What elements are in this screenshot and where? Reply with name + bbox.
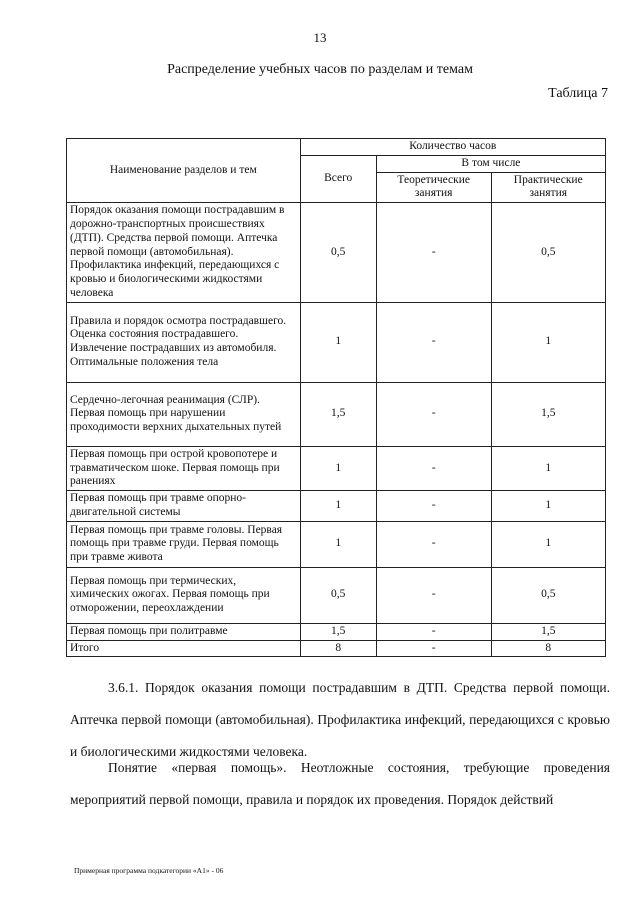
hours-table [66, 138, 606, 657]
table-label: Таблица 7 [548, 86, 608, 101]
table-row [67, 491, 606, 522]
table-body [67, 203, 606, 657]
table-row [67, 382, 606, 446]
row-practice: 0,5 [491, 203, 605, 303]
row-practice: 1,5 [491, 623, 605, 640]
page-number: 13 [313, 30, 327, 45]
table-header [67, 139, 606, 203]
table-row [67, 446, 606, 490]
body-paragraph [70, 752, 610, 816]
row-name: Первая помощь при термических, химических ожогах. Первая помощь при отморожении, переохлаждении [67, 567, 301, 623]
row-name: Правила и порядок осмотра пострадавшего. Оценка состояния пострадавшего. Извлечение пострадавших из автомобиля. Оптимальные положения тела [67, 302, 301, 382]
row-total: 0,5 [300, 203, 376, 303]
table-row [67, 567, 606, 623]
row-name: Сердечно-легочная реанимация (СЛР). Первая помощь при нарушении проходимости верхних дыхательных путей [67, 382, 301, 446]
row-name: Первая помощь при политравме [67, 623, 301, 640]
row-theory: - [376, 640, 491, 657]
row-total: 8 [300, 640, 376, 657]
row-total: 1 [300, 491, 376, 522]
header-practice: Практические занятия [491, 172, 605, 203]
row-name: Первая помощь при травме опорно-двигательной системы [67, 491, 301, 522]
section-paragraph-text: 3.6.1. Порядок оказания помощи пострадавшим в ДТП. Средства первой помощи. Аптечка первой помощи (автомобильная). Профилактика инфекций, передающихся с кровью и биологическими жидкостями человека. [70, 680, 610, 759]
row-name: Первая помощь при острой кровопотере и травматическом шоке. Первая помощь при ранениях [67, 446, 301, 490]
header-hours-count: Количество часов [300, 139, 605, 156]
row-theory: - [376, 491, 491, 522]
row-practice: 0,5 [491, 567, 605, 623]
row-practice: 1 [491, 302, 605, 382]
row-theory: - [376, 302, 491, 382]
table-row [67, 302, 606, 382]
row-theory: - [376, 203, 491, 303]
row-theory: - [376, 382, 491, 446]
table-row [67, 623, 606, 640]
table-row [67, 521, 606, 567]
row-theory: - [376, 567, 491, 623]
row-theory: - [376, 623, 491, 640]
row-total: 1 [300, 521, 376, 567]
row-name: Итого [67, 640, 301, 657]
header-including: В том числе [376, 155, 605, 172]
page-footer: Примерная программа подкатегории «А1» - 06 [74, 866, 224, 875]
row-theory: - [376, 521, 491, 567]
row-total: 0,5 [300, 567, 376, 623]
row-total: 1 [300, 446, 376, 490]
page-title: Распределение учебных часов по разделам и темам [167, 62, 473, 77]
row-practice: 1 [491, 491, 605, 522]
row-total: 1,5 [300, 382, 376, 446]
body-paragraph-text: Понятие «первая помощь». Неотложные состояния, требующие проведения мероприятий первой помощи, правила и порядок их проведения. Порядок действий [70, 760, 610, 807]
header-total: Всего [300, 155, 376, 202]
row-theory: - [376, 446, 491, 490]
row-practice: 8 [491, 640, 605, 657]
row-practice: 1 [491, 446, 605, 490]
row-total: 1 [300, 302, 376, 382]
row-practice: 1 [491, 521, 605, 567]
header-theory: Теоретические занятия [376, 172, 491, 203]
table-row [67, 203, 606, 303]
row-total: 1,5 [300, 623, 376, 640]
row-practice: 1,5 [491, 382, 605, 446]
header-section-name: Наименование разделов и тем [67, 139, 301, 203]
row-name: Первая помощь при травме головы. Первая помощь при травме груди. Первая помощь при травме живота [67, 521, 301, 567]
row-name: Порядок оказания помощи пострадавшим в дорожно-транспортных происшествиях (ДТП). Средства первой помощи. Аптечка первой помощи (автомобильная). Профилактика инфекций, передающихся с кровью и биологическими жидкостями человека [67, 203, 301, 303]
table-row-total [67, 640, 606, 657]
